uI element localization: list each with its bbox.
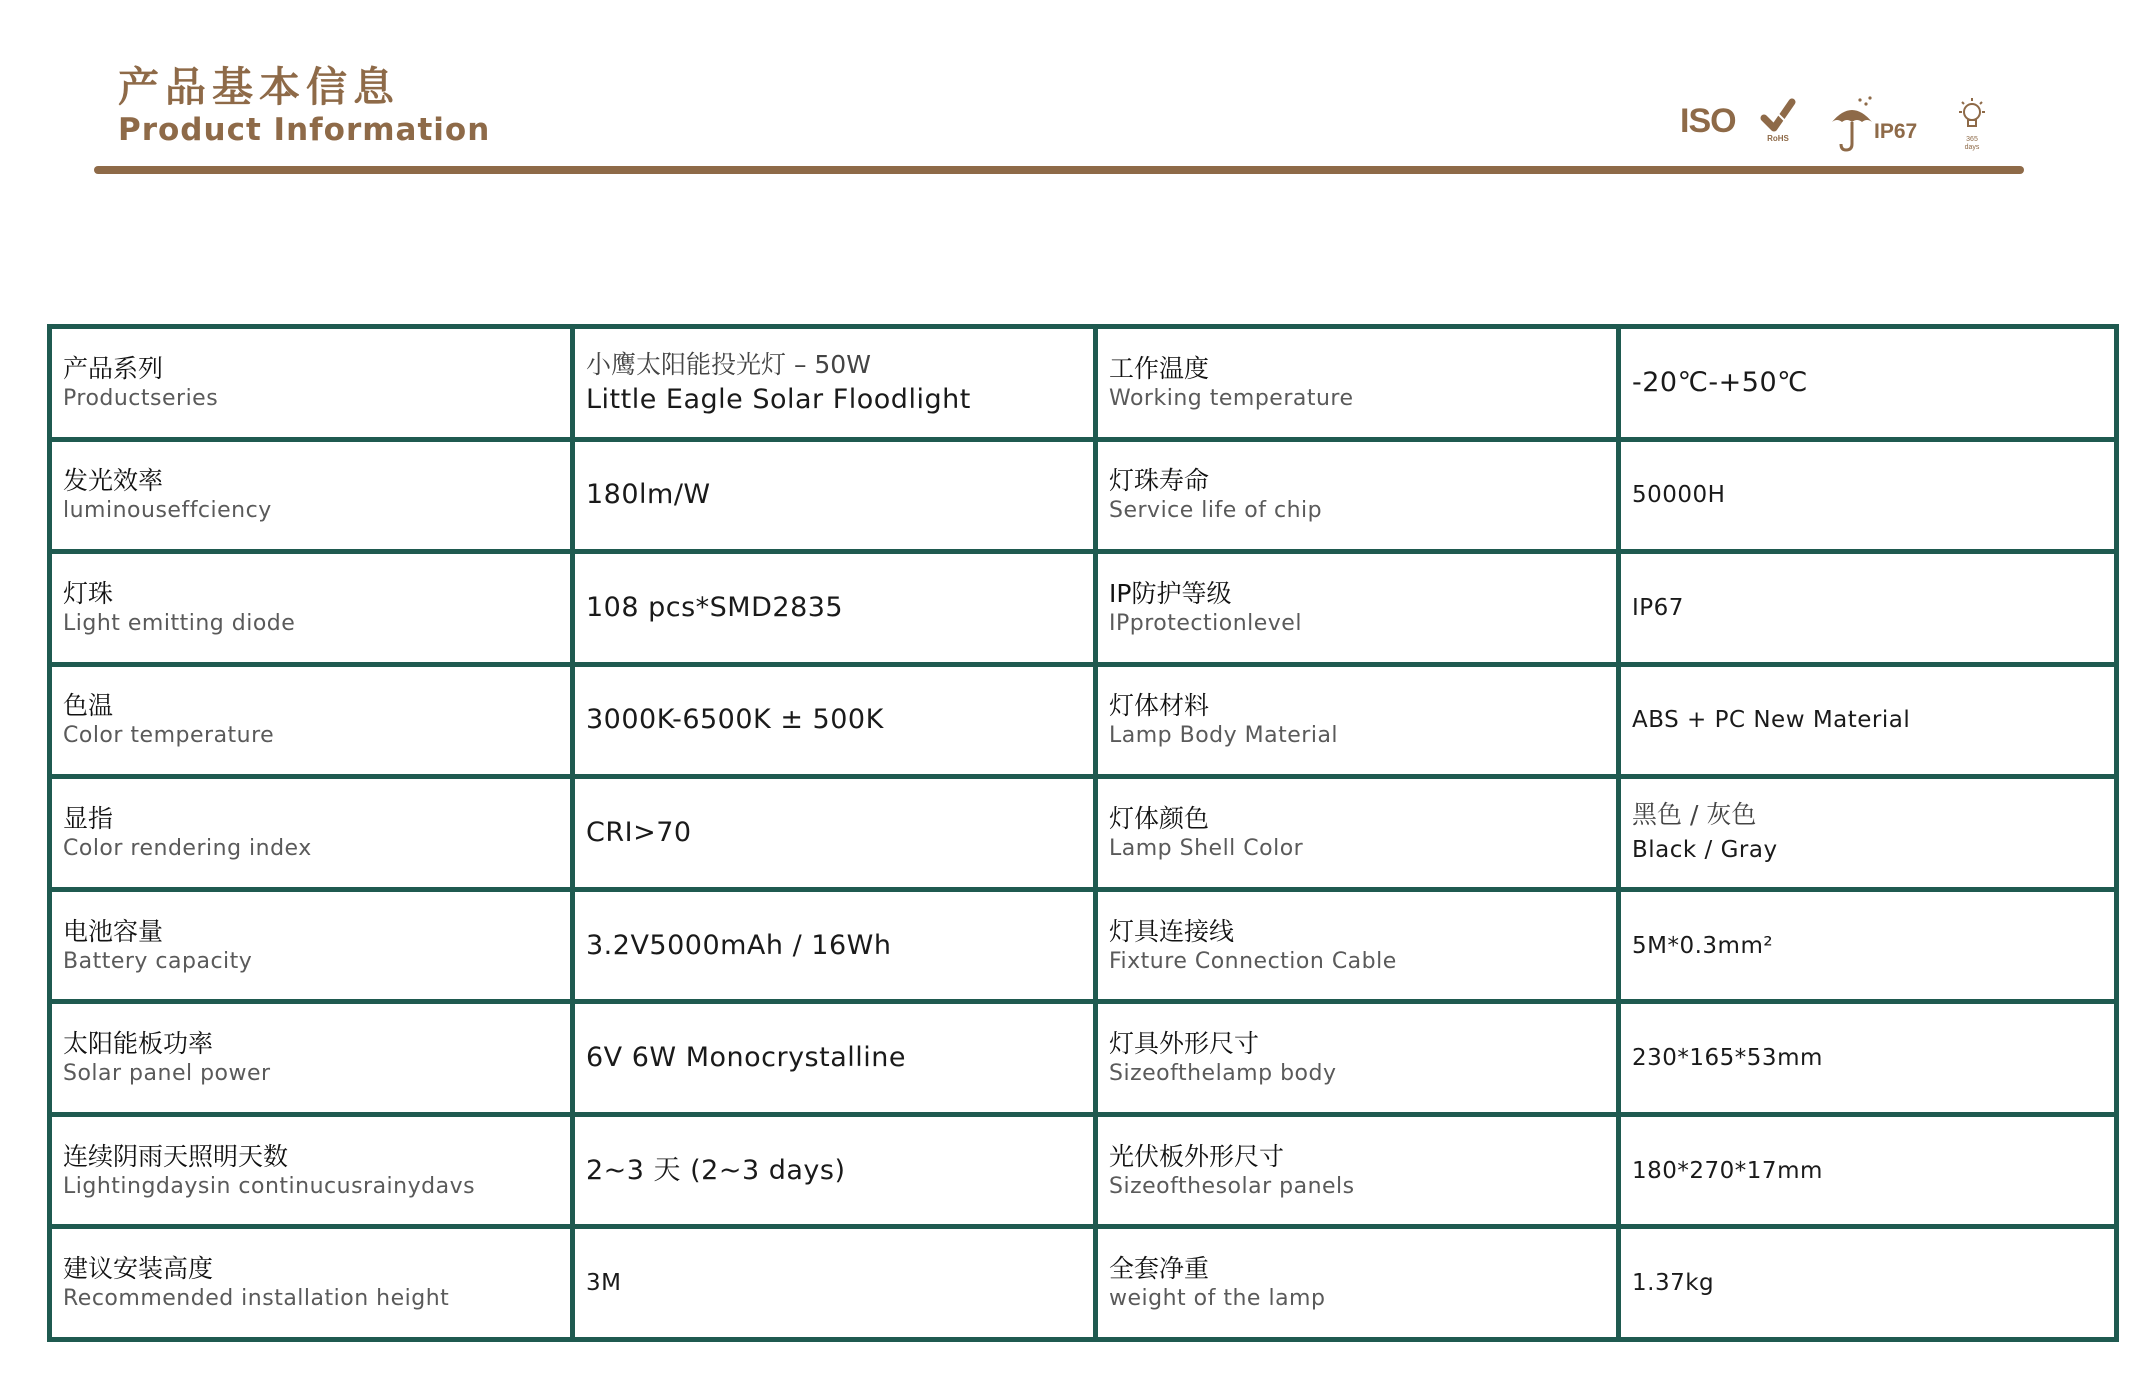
- spec-label-cell: [1098, 779, 1616, 887]
- spec-value-cell: [1621, 1117, 2114, 1225]
- page-title-cn: 产品基本信息: [118, 63, 400, 111]
- days-label: days: [1964, 144, 1980, 151]
- spec-label-cn: 灯珠: [63, 578, 114, 608]
- spec-value: 3000K-6500K ± 500K: [586, 704, 884, 736]
- spec-label-en: Solar panel power: [63, 1061, 271, 1087]
- spec-label-cn: 光伏板外形尺寸: [1109, 1141, 1285, 1171]
- days-number: 365: [1966, 136, 1978, 143]
- spec-value-cell: [1621, 667, 2114, 775]
- spec-label-cn: 灯珠寿命: [1109, 466, 1210, 496]
- spec-label-cell: [52, 329, 570, 437]
- spec-label-cn: 太阳能板功率: [63, 1029, 214, 1059]
- spec-label-cell: [52, 779, 570, 887]
- spec-value-cell: [575, 554, 1093, 662]
- spec-label-en: Lamp Shell Color: [1109, 835, 1304, 861]
- spec-label-cn: 产品系列: [63, 353, 164, 383]
- spec-label-cell: [52, 1229, 570, 1337]
- spec-label-en: Working temperature: [1109, 385, 1354, 411]
- spec-label-cell: [52, 442, 570, 550]
- spec-value: 180lm/W: [586, 479, 711, 511]
- spec-label-en: luminouseffciency: [63, 498, 272, 524]
- spec-label-en: Sizeofthesolar panels: [1109, 1173, 1355, 1199]
- spec-label-cn: 连续阴雨天照明天数: [63, 1141, 289, 1171]
- spec-value: ABS + PC New Material: [1632, 707, 1911, 734]
- spec-label-en: Battery capacity: [63, 948, 253, 974]
- spec-value: IP67: [1632, 594, 1684, 621]
- spec-label-cn: 建议安装高度: [63, 1254, 214, 1284]
- checkmark-icon: [1758, 96, 1798, 136]
- spec-value-cell: [1621, 892, 2114, 1000]
- ip-rating-badge: [1830, 96, 1920, 156]
- spec-value-cell: [575, 329, 1093, 437]
- spec-value: -20℃-+50℃: [1632, 366, 1808, 398]
- spec-value: 3M: [586, 1270, 622, 1297]
- spec-value: 6V 6W Monocrystalline: [586, 1042, 906, 1074]
- spec-value: 5M*0.3mm²: [1632, 932, 1774, 959]
- spec-label-en: Color temperature: [63, 723, 275, 749]
- ip-rating-label: IP67: [1874, 120, 1918, 143]
- spec-label-cn: 电池容量: [63, 916, 164, 946]
- spec-value-cell: [575, 1117, 1093, 1225]
- spec-label-cell: [1098, 1004, 1616, 1112]
- spec-label-cn: 全套净重: [1109, 1254, 1210, 1284]
- spec-label-cn: 发光效率: [63, 466, 164, 496]
- spec-value-cn: 小鹰太阳能投光灯 – 50W: [586, 349, 871, 379]
- days-badge: [1954, 96, 1994, 156]
- rohs-badge: [1758, 96, 1798, 156]
- spec-value-cell: [575, 667, 1093, 775]
- spec-table: [47, 324, 2119, 1342]
- spec-value: CRI>70: [586, 816, 692, 848]
- spec-label-cn: 灯具连接线: [1109, 916, 1235, 946]
- header-divider: [94, 166, 2024, 174]
- spec-value: 3.2V5000mAh / 16Wh: [586, 929, 892, 961]
- spec-value: 230*165*53mm: [1632, 1045, 1823, 1072]
- spec-value: 108 pcs*SMD2835: [586, 591, 844, 623]
- page-title-en: Product Information: [118, 112, 491, 148]
- spec-value: 2~3 天 (2~3 days): [586, 1154, 846, 1186]
- spec-value-cell: [575, 1004, 1093, 1112]
- spec-label-cell: [1098, 892, 1616, 1000]
- spec-label-en: Color rendering index: [63, 835, 312, 861]
- spec-value: 50000H: [1632, 482, 1726, 509]
- spec-value-cell: [1621, 1229, 2114, 1337]
- spec-label-cn: 灯体材料: [1109, 691, 1210, 721]
- spec-label-cell: [1098, 554, 1616, 662]
- spec-label-cn: 灯具外形尺寸: [1109, 1029, 1260, 1059]
- spec-value-cell: [1621, 779, 2114, 887]
- spec-value-cell: [1621, 554, 2114, 662]
- spec-label-en: Recommended installation height: [63, 1286, 450, 1312]
- spec-value-cn: 黑色 / 灰色: [1632, 799, 1757, 829]
- spec-value: 1.37kg: [1632, 1270, 1715, 1297]
- spec-label-cn: 显指: [63, 803, 114, 833]
- spec-value-cell: [1621, 442, 2114, 550]
- spec-label-cn: 灯体颜色: [1109, 803, 1210, 833]
- spec-value-cell: [575, 442, 1093, 550]
- iso-badge: ISO: [1680, 102, 1736, 140]
- spec-label-cell: [1098, 667, 1616, 775]
- spec-label-cell: [52, 667, 570, 775]
- spec-label-en: IPprotectionlevel: [1109, 610, 1302, 636]
- spec-label-cn: 色温: [63, 691, 114, 721]
- spec-value: Little Eagle Solar Floodlight: [586, 383, 971, 415]
- spec-label-en: Productseries: [63, 385, 219, 411]
- spec-label-cell: [52, 892, 570, 1000]
- spec-value-cell: [1621, 1004, 2114, 1112]
- spec-label-cell: [52, 1117, 570, 1225]
- spec-label-en: Service life of chip: [1109, 498, 1323, 524]
- spec-label-cell: [1098, 329, 1616, 437]
- spec-label-en: Lightingdaysin continucusrainydavs: [63, 1173, 476, 1199]
- spec-label-cn: IP防护等级: [1109, 578, 1232, 608]
- spec-value: 180*270*17mm: [1632, 1157, 1823, 1184]
- spec-label-cell: [1098, 1229, 1616, 1337]
- spec-label-en: Lamp Body Material: [1109, 723, 1339, 749]
- spec-label-en: Light emitting diode: [63, 610, 296, 636]
- spec-value-cell: [1621, 329, 2114, 437]
- spec-label-en: weight of the lamp: [1109, 1286, 1326, 1312]
- spec-label-cell: [52, 554, 570, 662]
- spec-label-cell: [52, 1004, 570, 1112]
- spec-label-en: Fixture Connection Cable: [1109, 948, 1397, 974]
- rohs-label: RoHS: [1767, 134, 1789, 143]
- umbrella-icon: [1830, 96, 1874, 152]
- spec-value-cell: [575, 892, 1093, 1000]
- lightbulb-icon: [1954, 96, 1990, 136]
- spec-value-cell: [575, 1229, 1093, 1337]
- spec-value-cell: [575, 779, 1093, 887]
- spec-label-cell: [1098, 1117, 1616, 1225]
- spec-value: Black / Gray: [1632, 836, 1778, 863]
- spec-label-cell: [1098, 442, 1616, 550]
- spec-label-cn: 工作温度: [1109, 353, 1210, 383]
- spec-label-en: Sizeofthelamp body: [1109, 1061, 1337, 1087]
